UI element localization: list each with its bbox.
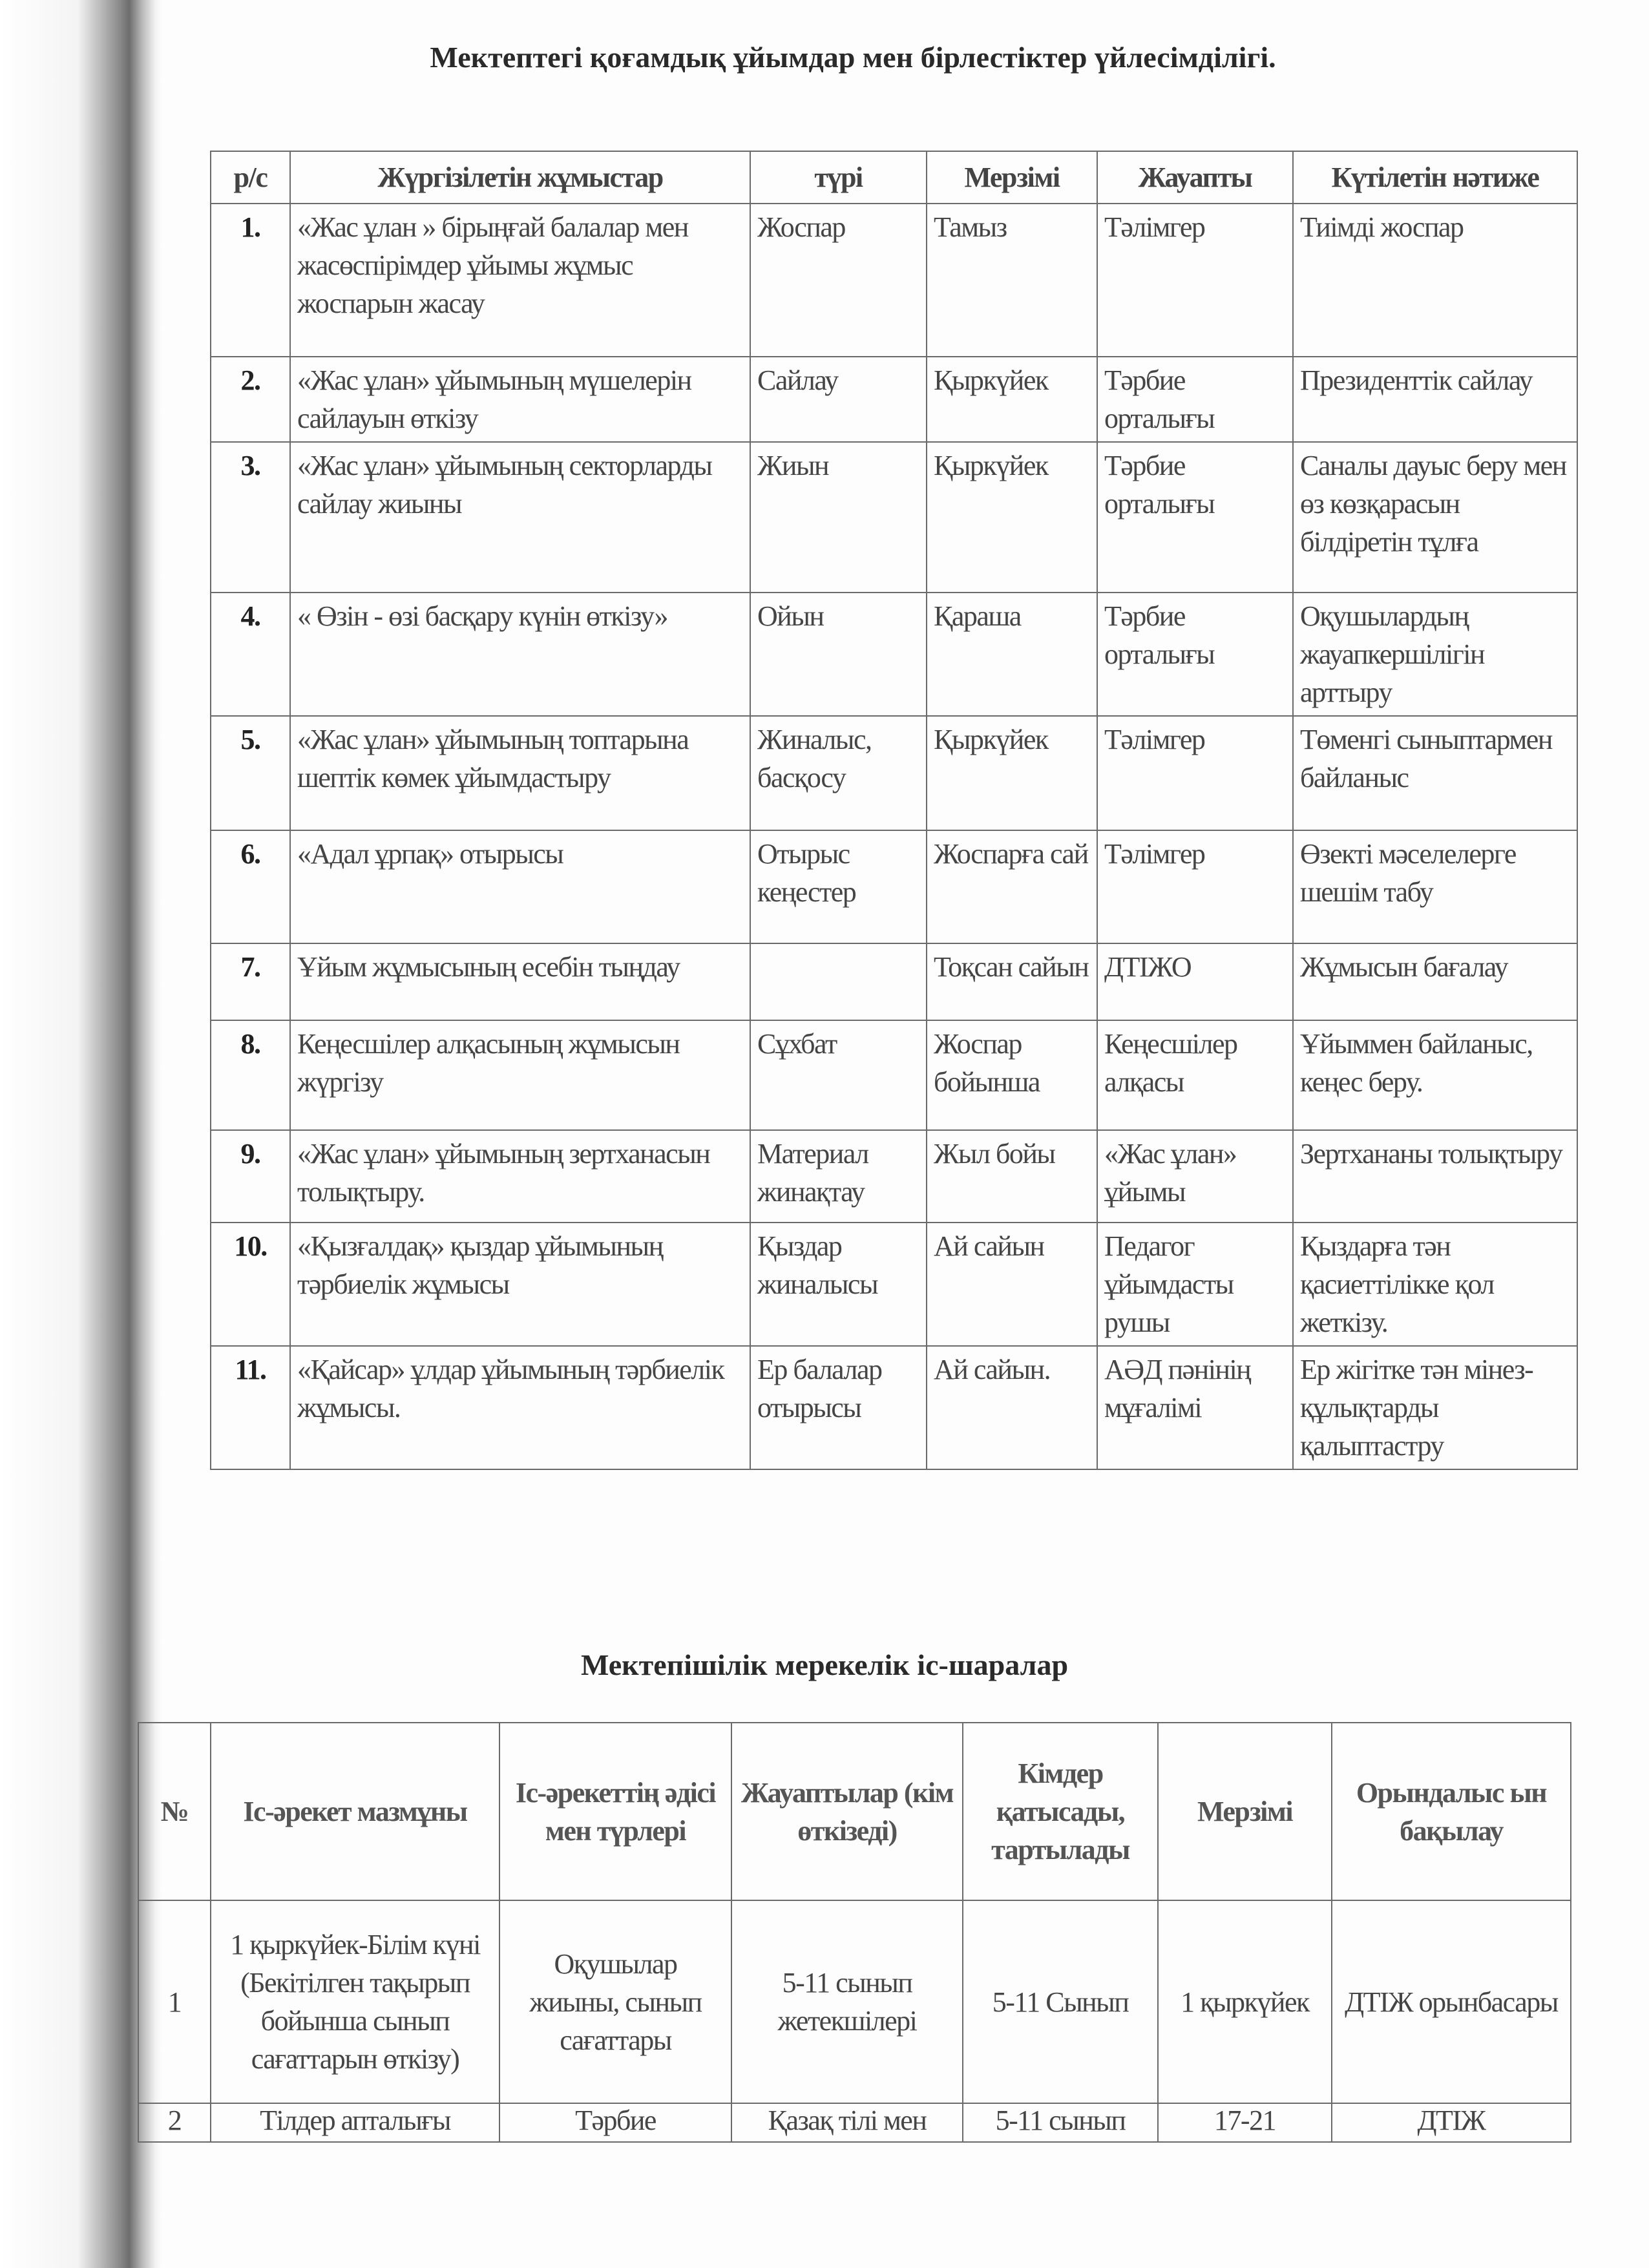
table-cell: ДТІЖ bbox=[1332, 2103, 1571, 2142]
table-row bbox=[211, 593, 1577, 716]
table-cell: Қыздарға тән қасиеттілікке қол жеткізу. bbox=[1293, 1223, 1577, 1346]
table-cell: Қыркүйек bbox=[927, 442, 1097, 593]
table-cell: 5-11 сынып bbox=[963, 2103, 1158, 2142]
column-header: Күтілетін нәтиже bbox=[1293, 151, 1577, 204]
column-header: № bbox=[138, 1723, 211, 1900]
table-cell: 17-21 bbox=[1158, 2103, 1332, 2142]
table-cell: Тиімді жоспар bbox=[1293, 204, 1577, 357]
table-header-row bbox=[211, 151, 1577, 204]
table-cell: 1 қыркүйек-Білім күні (Бекітілген тақырып бойынша сынып сағаттарын өткізу) bbox=[211, 1900, 499, 2103]
row-number: 3. bbox=[211, 442, 290, 593]
row-number: 1. bbox=[211, 204, 290, 357]
table-cell: Оқушылардың жауапкершілігін арттыру bbox=[1293, 593, 1577, 716]
table-cell: Жыл бойы bbox=[927, 1130, 1097, 1223]
table-cell: Қазақ тілі мен bbox=[731, 2103, 963, 2142]
column-header: Жауаптылар (кім өткізеді) bbox=[731, 1723, 963, 1900]
table-row bbox=[211, 442, 1577, 593]
table-cell: Ер балалар отырысы bbox=[750, 1346, 927, 1469]
column-header: Іс-әрекеттің әдісі мен түрлері bbox=[499, 1723, 731, 1900]
table-cell: Тәрбие орталығы bbox=[1097, 357, 1293, 442]
table-cell: Ай сайын bbox=[927, 1223, 1097, 1346]
table-cell: Сұхбат bbox=[750, 1020, 927, 1130]
table-cell: 5-11 Сынып bbox=[963, 1900, 1158, 2103]
table-cell: Қараша bbox=[927, 593, 1097, 716]
table-cell: Өзекті мәселелерге шешім табу bbox=[1293, 830, 1577, 943]
table-row bbox=[211, 943, 1577, 1020]
table-cell: 5-11 сынып жетекшілері bbox=[731, 1900, 963, 2103]
table-cell bbox=[750, 943, 927, 1020]
table-cell: « Өзін - өзі басқару күнін өткізу» bbox=[290, 593, 750, 716]
table-cell: «Жас ұлан » бірыңғай балалар мен жасөспірімдер ұйымы жұмыс жоспарын жасау bbox=[290, 204, 750, 357]
table-cell: Қыркүйек bbox=[927, 357, 1097, 442]
table-row bbox=[211, 357, 1577, 442]
column-header: р/с bbox=[211, 151, 290, 204]
table-cell: Жоспар бойынша bbox=[927, 1020, 1097, 1130]
table-cell: Ұйым жұмысының есебін тыңдау bbox=[290, 943, 750, 1020]
table-cell: «Қызғалдақ» қыздар ұйымының тәрбиелік жұмысы bbox=[290, 1223, 750, 1346]
table-cell: Сайлау bbox=[750, 357, 927, 442]
row-number: 7. bbox=[211, 943, 290, 1020]
column-header: Мерзімі bbox=[927, 151, 1097, 204]
table-header-row bbox=[138, 1723, 1571, 1900]
table-cell: «Жас ұлан» ұйымының секторларды сайлау жиыны bbox=[290, 442, 750, 593]
table-cell: Педагог ұйымдасты рушы bbox=[1097, 1223, 1293, 1346]
column-header: Іс-әрекет мазмұны bbox=[211, 1723, 499, 1900]
table-cell: «Жас ұлан» ұйымының мүшелерін сайлауын өткізу bbox=[290, 357, 750, 442]
table-cell: «Жас ұлан» ұйымы bbox=[1097, 1130, 1293, 1223]
table-cell: ДТІЖО bbox=[1097, 943, 1293, 1020]
row-number: 4. bbox=[211, 593, 290, 716]
table-cell: «Жас ұлан» ұйымының топтарына шептік көмек ұйымдастыру bbox=[290, 716, 750, 830]
table-cell: Тамыз bbox=[927, 204, 1097, 357]
table-row bbox=[211, 204, 1577, 357]
table-cell: Тәрбие орталығы bbox=[1097, 442, 1293, 593]
row-number: 10. bbox=[211, 1223, 290, 1346]
table-cell: Жоспарға сай bbox=[927, 830, 1097, 943]
table-row bbox=[211, 1130, 1577, 1223]
row-number: 9. bbox=[211, 1130, 290, 1223]
table-cell: Зертхананы толықтыру bbox=[1293, 1130, 1577, 1223]
column-header: түрі bbox=[750, 151, 927, 204]
table-cell: Саналы дауыс беру мен өз көзқарасын білдіретін тұлға bbox=[1293, 442, 1577, 593]
table-cell: ДТІЖ орынбасары bbox=[1332, 1900, 1571, 2103]
table-cell: Тәлімгер bbox=[1097, 716, 1293, 830]
table-cell: Жоспар bbox=[750, 204, 927, 357]
table-cell: Кеңесшілер алқасы bbox=[1097, 1020, 1293, 1130]
column-header: Мерзімі bbox=[1158, 1723, 1332, 1900]
row-number: 6. bbox=[211, 830, 290, 943]
table-row bbox=[138, 2103, 1571, 2142]
events-table bbox=[138, 1722, 1571, 2143]
table-cell: 1 қыркүйек bbox=[1158, 1900, 1332, 2103]
table-cell: Президенттік сайлау bbox=[1293, 357, 1577, 442]
table-row bbox=[138, 1900, 1571, 2103]
table-cell: Қыркүйек bbox=[927, 716, 1097, 830]
table-row bbox=[211, 1223, 1577, 1346]
row-number: 5. bbox=[211, 716, 290, 830]
organizations-table bbox=[210, 151, 1578, 1470]
table-cell: Тәрбие орталығы bbox=[1097, 593, 1293, 716]
table-row bbox=[211, 1346, 1577, 1469]
row-number: 8. bbox=[211, 1020, 290, 1130]
table-row bbox=[211, 716, 1577, 830]
column-header: Орындалыс ын бақылау bbox=[1332, 1723, 1571, 1900]
table-cell: Ер жігітке тән мінез-құлықтарды қалыптастру bbox=[1293, 1346, 1577, 1469]
table2-title: Мектепішілік мерекелік іс-шаралар bbox=[580, 1648, 1069, 1681]
table-cell: АӘД пәнінің мұғалімі bbox=[1097, 1346, 1293, 1469]
table-cell: Ойын bbox=[750, 593, 927, 716]
table-cell: Жиын bbox=[750, 442, 927, 593]
row-number: 2. bbox=[211, 357, 290, 442]
table-cell: Отырыс кеңестер bbox=[750, 830, 927, 943]
table-cell: «Адал ұрпақ» отырысы bbox=[290, 830, 750, 943]
table-cell: «Қайсар» ұлдар ұйымының тәрбиелік жұмысы. bbox=[290, 1346, 750, 1469]
table-row bbox=[211, 1020, 1577, 1130]
table-row bbox=[211, 830, 1577, 943]
column-header: Жауапты bbox=[1097, 151, 1293, 204]
column-header: Кімдер қатысады, тартылады bbox=[963, 1723, 1158, 1900]
table1-title: Мектептегі қоғамдық ұйымдар мен бірлестіктер үйлесімділігі. bbox=[430, 41, 1276, 74]
table-cell: Ай сайын. bbox=[927, 1346, 1097, 1469]
row-number: 11. bbox=[211, 1346, 290, 1469]
row-number: 2 bbox=[138, 2103, 211, 2142]
table-cell: Кеңесшілер алқасының жұмысын жүргізу bbox=[290, 1020, 750, 1130]
table-cell: Тоқсан сайын bbox=[927, 943, 1097, 1020]
table-cell: Ұйыммен байланыс, кеңес беру. bbox=[1293, 1020, 1577, 1130]
table-cell: «Жас ұлан» ұйымының зертханасын толықтыру. bbox=[290, 1130, 750, 1223]
column-header: Жүргізілетін жұмыстар bbox=[290, 151, 750, 204]
table-cell: Төменгі сыныптармен байланыс bbox=[1293, 716, 1577, 830]
table-cell: Жұмысын бағалау bbox=[1293, 943, 1577, 1020]
table-cell: Жиналыс, басқосу bbox=[750, 716, 927, 830]
row-number: 1 bbox=[138, 1900, 211, 2103]
table-cell: Тәлімгер bbox=[1097, 204, 1293, 357]
table-cell: Тәлімгер bbox=[1097, 830, 1293, 943]
table-cell: Тілдер апталығы bbox=[211, 2103, 499, 2142]
table-cell: Қыздар жиналысы bbox=[750, 1223, 927, 1346]
table-cell: Тәрбие bbox=[499, 2103, 731, 2142]
table-cell: Оқушылар жиыны, сынып сағаттары bbox=[499, 1900, 731, 2103]
table-cell: Материал жинақтау bbox=[750, 1130, 927, 1223]
